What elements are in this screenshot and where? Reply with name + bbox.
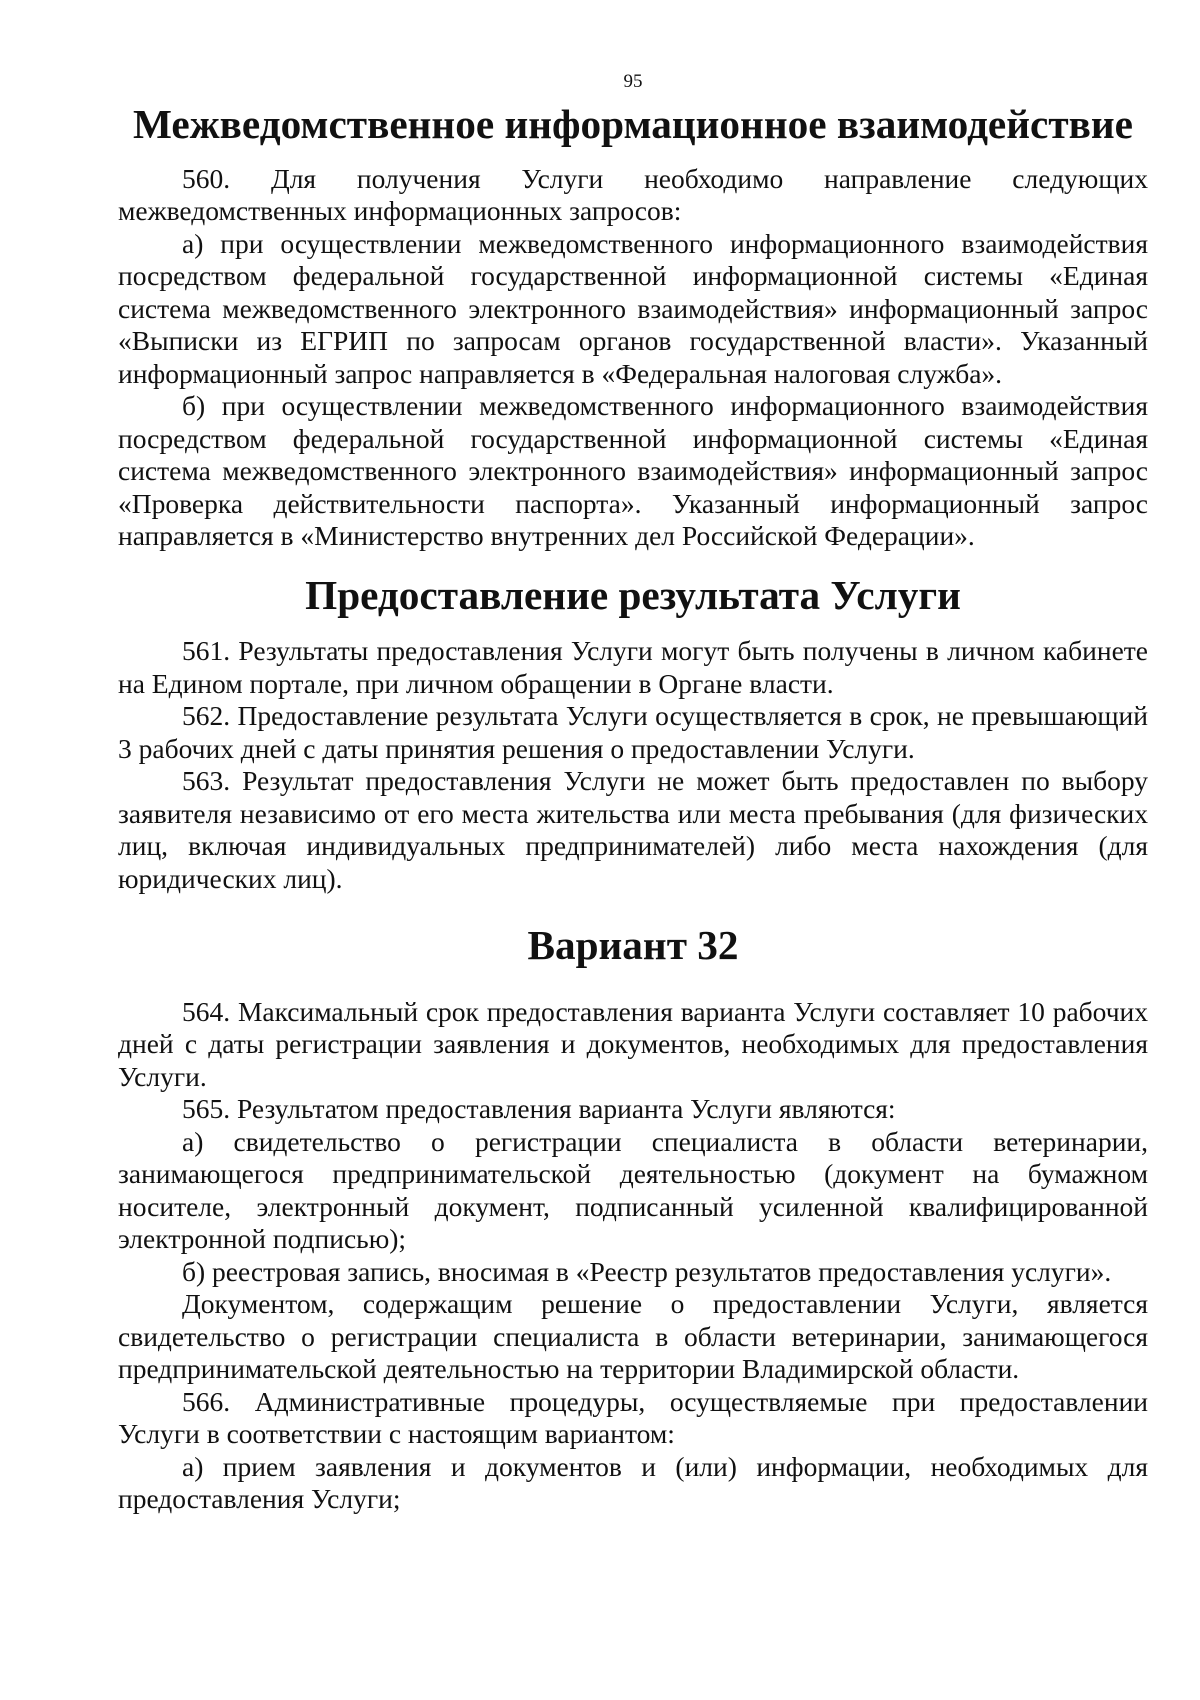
section-heading-interagency: Межведомственное информационное взаимодействие bbox=[133, 101, 1133, 147]
section-heading-variant: Вариант 32 bbox=[527, 922, 739, 968]
paragraph-565-b: б) реестровая запись, вносимая в «Реестр результатов предоставления услуги». bbox=[182, 1255, 1112, 1287]
paragraph-566-a: а) прием заявления и документов и (или) информации, необходимых для предоставления Услуги; bbox=[118, 1450, 1148, 1514]
paragraph-566: 566. Административные процедуры, осуществляемые при предоставлении Услуги в соответствии с настоящим вариантом: bbox=[118, 1385, 1148, 1449]
page-content bbox=[118, 70, 1148, 1516]
paragraph-560-a: а) при осуществлении межведомственного информационного взаимодействия посредством федеральной государственной информационной системы «Единая система межведомственного электронного взаимодействия» информационный запрос «Выписки из ЕГРИП по запросам органов государственной власти». Указанный информационный запрос направляется в «Федеральная налоговая служба». bbox=[118, 227, 1148, 389]
section-heading-result: Предоставление результата Услуги bbox=[305, 571, 961, 618]
paragraph-560-b: б) при осуществлении межведомственного информационного взаимодействия посредством федеральной государственной информационной системы «Единая система межведомственного электронного взаимодействия» информационный запрос «Проверка действительности паспорта». Указанный информационный запрос направляется в «Министерство внутренних дел Российской Федерации». bbox=[118, 390, 1148, 551]
page-number: 95 bbox=[623, 71, 643, 92]
paragraph-564: 564. Максимальный срок предоставления варианта Услуги составляет 10 рабочих дней с даты регистрации заявления и документов, необходимых для предоставления Услуги. bbox=[118, 995, 1148, 1092]
paragraph-561: 561. Результаты предоставления Услуги могут быть получены в личном кабинете на Едином портале, при личном обращении в Органе власти. bbox=[118, 635, 1148, 699]
paragraph-563: 563. Результат предоставления Услуги не может быть предоставлен по выбору заявителя независимо от его места жительства или места пребывания (для физических лиц, включая индивидуальных предпринимателей) либо места нахождения (для юридических лиц). bbox=[118, 765, 1148, 894]
paragraph-decision-document: Документом, содержащим решение о предоставлении Услуги, является свидетельство о регистрации специалиста в области ветеринарии, занимающегося предпринимательской деятельностью на территории Владимирской области. bbox=[118, 1288, 1148, 1384]
paragraph-565-a: а) свидетельство о регистрации специалиста в области ветеринарии, занимающегося предпринимательской деятельностью (документ на бумажном носителе, электронный документ, подписанный усиленной квалифицированной электронной подписью); bbox=[118, 1125, 1148, 1254]
paragraph-560: 560. Для получения Услуги необходимо направление следующих межведомственных информационных запросов: bbox=[118, 162, 1148, 226]
paragraph-565: 565. Результатом предоставления варианта Услуги являются: bbox=[182, 1093, 896, 1124]
paragraph-562: 562. Предоставление результата Услуги осуществляется в срок, не превышающий 3 рабочих дней с даты принятия решения о предоставлении Услуги. bbox=[118, 700, 1148, 764]
